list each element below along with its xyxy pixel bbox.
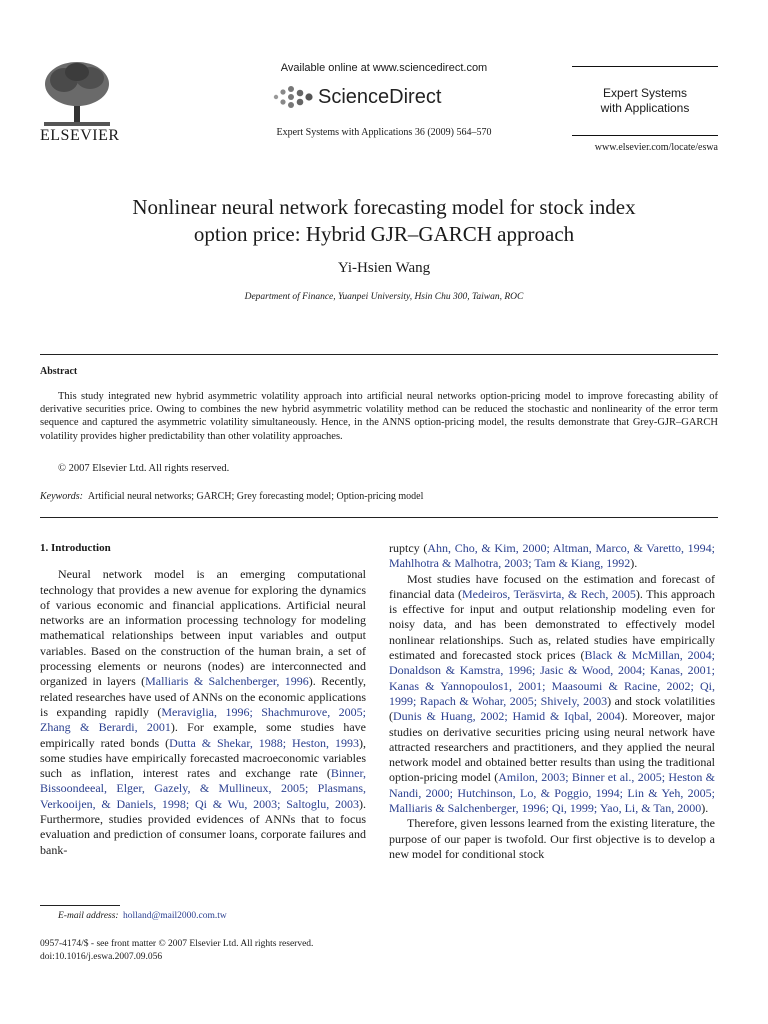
abstract-copyright: © 2007 Elsevier Ltd. All rights reserved. — [58, 463, 230, 474]
intro-paragraph-2: Most studies have focused on the estimation and forecast of financial data (Medeiros, Teräsvirta, & Rech, 2005). This approach is effective for input and output relationship modeling even for noisy data, and has been demonstrated to effectively model nonlinear relationships. Such as, related studies have empirically estimated and forecasted stock prices (Black & McMillan, 2004; Donaldson & Kamstra, 1996; Jasic & Wood, 2004; Kanas, 2001; Kanas & Yannopoulos1, 2001; Maasoumi & Racine, 2002; Qi, 1999; Rapach & Wohar, 2005; Shively, 2003) and stock volatilities (Dunis & Huang, 2002; Hamid & Iqbal, 2004). Moreover, major studies on derivative securities pricing using neural network have attracted researchers and practitioners, and they applied the neural network model and obtained better results than using the traditional option-pricing model (Amilon, 2003; Binner et al., 2005; Heston & Nandi, 2000; Hutchinson, Lo, & Poggio, 1994; Lin & Yeh, 2005; Malliaris & Salchenberger, 1996; Qi, 1999; Yao, Li, & Tan, 2000). — [389, 571, 715, 816]
abstract-body: This study integrated new hybrid asymmetric volatility approach into artificial neural networks option-pricing model to improve forecasting ability of derivative securities price. Owing to combines the new hybrid asymmetric volatility method can be reduced the stochastic and nonlinearity of the error term sequence and captured the asymmetric volatility simultaneously. Hence, in the ANNS option-pricing model, the results demonstrate that Grey-GJR–GARCH volatility provides higher predictability than other volatility approaches. — [40, 391, 718, 442]
keywords — [40, 491, 423, 502]
journal-box-bottom-rule — [572, 135, 718, 136]
citation-link[interactable]: Black & McMillan, 2004; Donaldson & Kamstra, 1996; Jasic & Wood, 2004; Kanas, 2001; Kanas & Yannopoulos1, 2001; Maasoumi & Racine, 2002; Qi, 1999; Rapach & Wohar, 2005; Shively, 2003 — [389, 648, 715, 708]
article-title — [50, 194, 718, 248]
keywords-list: Artificial neural networks; GARCH; Grey forecasting model; Option-pricing model — [87, 491, 424, 502]
article-title-line1: Nonlinear neural network forecasting model for stock index — [132, 195, 636, 219]
doi-line[interactable]: doi:10.1016/j.eswa.2007.09.056 — [40, 952, 163, 962]
journal-citation: Expert Systems with Applications 36 (2009) 564–570 — [276, 127, 492, 138]
abstract-bottom-rule — [40, 517, 718, 518]
email-link[interactable]: holland@mail2000.com.tw — [122, 911, 227, 921]
left-column — [40, 541, 366, 858]
journal-name — [572, 86, 718, 116]
footnote-email — [58, 911, 227, 921]
sciencedirect-logo[interactable] — [272, 82, 441, 112]
article-title-line2: option price: Hybrid GJR–GARCH approach — [193, 222, 575, 246]
intro-paragraph-1: Neural network model is an emerging computational technology that provides a new avenue for exploring the dynamics of various economic and financial applications. Artificial neural networks are an information processing technology for modeling mathematical relationships between input variables and output variables. Based on the construction of the human brain, a set of processing elements or neurons (nodes) are interconnected and organized in layers (Malliaris & Salchenberger, 1996). Recently, related researches have used of ANNs on the economic applications is expanding rapidly (Meraviglia, 1996; Shachmurove, 2005; Zhang & Berardi, 2001). For example, some studies have empirically rated bonds (Dutta & Shekar, 1988; Heston, 1993), some studies have empirically forecasted macroeconomic variables such as inflation, interest rates and exchange rate (Binner, Bissoondeeal, Elger, Gazely, & Mullineux, 2005; Plasmans, Verkooijen, & Daniels, 1998; Qi & Wu, 2003; Saltoglu, 2003). Furthermore, studies provided evidences of ANNs that to focus evaluation and prediction of consumer loans, corporate failures and bank- — [40, 567, 367, 857]
sciencedirect-wordmark: ScienceDirect — [318, 85, 442, 108]
issn-line: 0957-4174/$ - see front matter © 2007 Elsevier Ltd. All rights reserved. — [40, 939, 314, 949]
journal-box-top-rule — [572, 66, 718, 67]
sciencedirect-dots-icon — [272, 84, 314, 110]
publisher-name: ELSEVIER — [40, 127, 120, 144]
section-heading-introduction: 1. Introduction — [40, 542, 111, 554]
citation-link[interactable]: Dutta & Shekar, 1988; Heston, 1993 — [169, 735, 359, 750]
email-label: E-mail address: — [58, 911, 119, 921]
author-affiliation: Department of Finance, Yuanpei University, Hsin Chu 300, Taiwan, ROC — [244, 292, 524, 302]
intro-paragraph-3: Therefore, given lessons learned from the existing literature, the purpose of our paper is twofold. Our first objective is to develop a new model for conditional stock — [389, 816, 715, 861]
journal-name-line1: Expert Systems — [602, 86, 688, 100]
abstract-heading: Abstract — [40, 366, 78, 377]
footnote-rule — [40, 905, 120, 906]
citation-link[interactable]: Ahn, Cho, & Kim, 2000; Altman, Marco, & Varetto, 1994; Mahlhotra & Malhotra, 2003; Tam & Kiang, 1992 — [389, 541, 715, 571]
journal-name-line2: with Applications — [600, 101, 690, 115]
citation-link[interactable]: Malliaris & Salchenberger, 1996 — [145, 674, 309, 689]
available-online-text: Available online at www.sciencedirect.com — [280, 62, 488, 74]
journal-url-link[interactable]: www.elsevier.com/locate/eswa — [594, 142, 718, 153]
citation-link[interactable]: Binner, Bissoondeeal, Elger, Gazely, & Mullineux, 2005; Plasmans, Verkooijen, & Daniels, 1998; Qi & Wu, 2003; Saltoglu, 2003 — [40, 766, 366, 811]
intro-paragraph-1-continued: ruptcy (Ahn, Cho, & Kim, 2000; Altman, Marco, & Varetto, 1994; Mahlhotra & Malhotra, 2003; Tam & Kiang, 1992). — [389, 541, 715, 571]
keywords-label: Keywords: — [40, 491, 83, 502]
right-column — [389, 541, 715, 862]
author-name: Yi-Hsien Wang — [337, 260, 431, 276]
citation-link[interactable]: Medeiros, Teräsvirta, & Rech, 2005 — [461, 586, 636, 601]
citation-link[interactable]: Dunis & Huang, 2002; Hamid & Iqbal, 2004 — [393, 709, 621, 724]
abstract-top-rule — [40, 354, 718, 355]
citation-link[interactable]: Meraviglia, 1996; Shachmurove, 2005; Zhang & Berardi, 2001 — [40, 704, 366, 735]
citation-link[interactable]: Amilon, 2003; Binner et al., 2005; Heston & Nandi, 2000; Hutchinson, Lo, & Poggio, 1994; Lin & Yeh, 2005; Malliaris & Salchenberger, 1996; Qi, 1999; Yao, Li, & Tan, 2000 — [389, 770, 715, 816]
